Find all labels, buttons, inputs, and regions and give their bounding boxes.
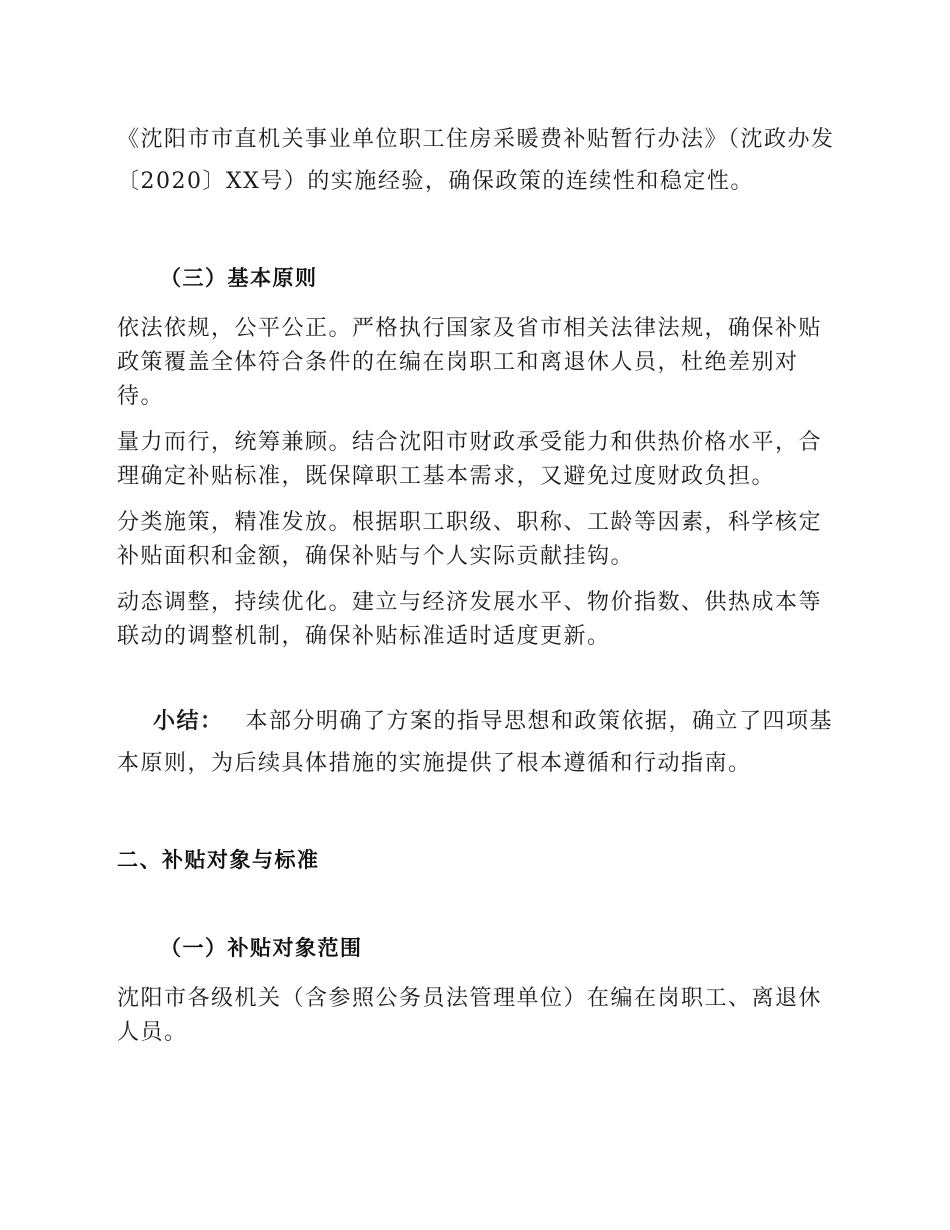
intro-paragraph: 《沈阳市市直机关事业单位职工住房采暖费补贴暂行办法》（沈政办发〔2020〕XX号）的实施经验，确保政策的连续性和稳定性。 bbox=[117, 127, 835, 194]
summary-text: 本部分明确了方案的指导思想和政策依据，确立了四项基本原则，为后续具体措施的实施提供了根本遵循和行动指南。 bbox=[117, 709, 834, 776]
summary-label: 小结： bbox=[153, 709, 224, 734]
target-scope-paragraph: 沈阳市各级机关（含参照公务员法管理单位）在编在岗职工、离退休人员。 bbox=[117, 986, 823, 1045]
principle-paragraph-1: 依法依规，公平公正。严格执行国家及省市相关法律法规，确保补贴政策覆盖全体符合条件的在编在岗职工和离退休人员，杜绝差别对待。 bbox=[117, 316, 823, 409]
principle-paragraph-2: 量力而行，统筹兼顾。结合沈阳市财政承受能力和供热价格水平，合理确定补贴标准，既保障职工基本需求，又避免过度财政负担。 bbox=[117, 430, 823, 489]
section-heading-subsidy-targets: 二、补贴对象与标准 bbox=[117, 848, 320, 872]
subsection-heading-target-scope: （一）补贴对象范围 bbox=[160, 936, 363, 960]
section-heading-basic-principles: （三）基本原则 bbox=[160, 266, 318, 290]
principle-paragraph-3: 分类施策，精准发放。根据职工职级、职称、工龄等因素，科学核定补贴面积和金额，确保补贴与个人实际贡献挂钩。 bbox=[117, 510, 823, 569]
summary-paragraph bbox=[117, 701, 837, 785]
principle-paragraph-4: 动态调整，持续优化。建立与经济发展水平、物价指数、供热成本等联动的调整机制，确保补贴标准适时适度更新。 bbox=[117, 590, 823, 649]
